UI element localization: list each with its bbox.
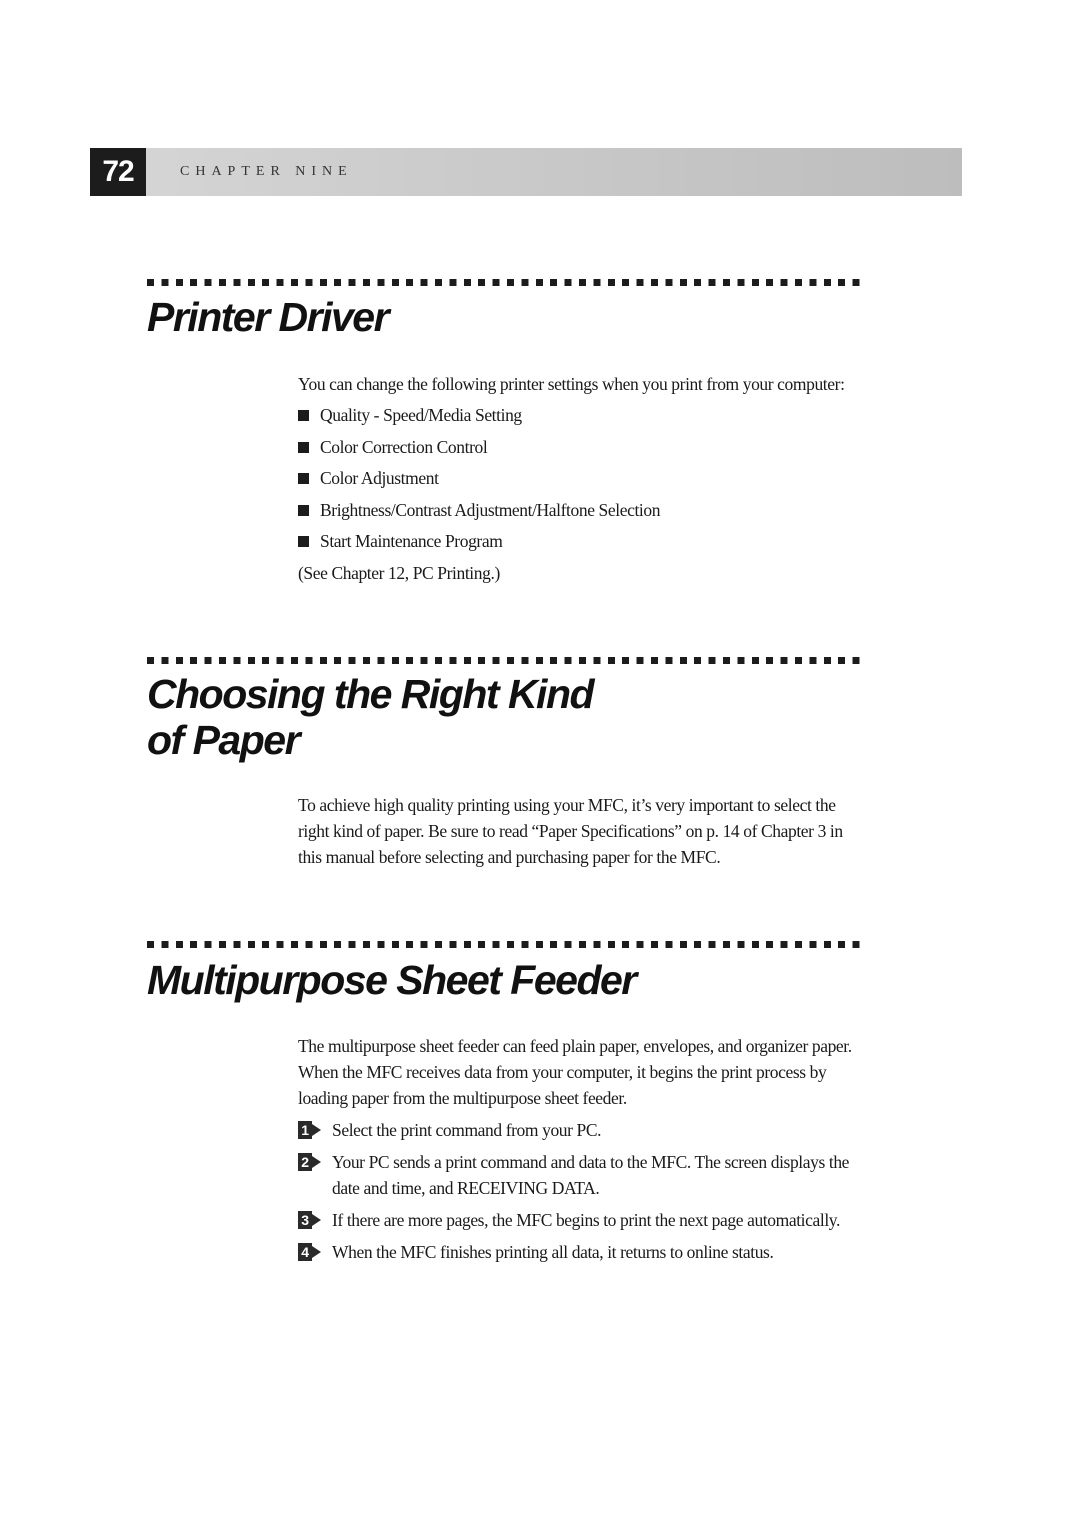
bullet-icon (298, 473, 309, 484)
list-item-label: Brightness/Contrast Adjustment/Halftone Selection (320, 499, 661, 520)
section-title-sheet-feeder: Multipurpose Sheet Feeder (147, 957, 636, 1003)
list-item-label: Quality - Speed/Media Setting (320, 405, 522, 425)
step-item (298, 1239, 870, 1265)
step-text: Select the print command from your PC. (332, 1120, 602, 1140)
step-number: 3 (298, 1211, 312, 1229)
step-item (298, 1117, 870, 1143)
list-item-label: Color Adjustment (320, 468, 439, 489)
list-item (298, 400, 660, 432)
bullet-icon (298, 410, 309, 421)
section-title-printer-driver: Printer Driver (147, 294, 389, 340)
section-title-line: of Paper (147, 717, 300, 763)
step-number: 2 (298, 1153, 312, 1171)
bullet-icon (298, 442, 309, 453)
step-number: 1 (298, 1121, 312, 1139)
step-item (298, 1149, 870, 1201)
step-item (298, 1207, 870, 1233)
chapter-label: CHAPTER NINE (180, 164, 353, 179)
list-item-label: Start Maintenance Program (320, 531, 503, 552)
arrow-icon (312, 1214, 321, 1226)
page-number: 72 (90, 148, 146, 196)
sheet-feeder-body: The multipurpose sheet feeder can feed plain paper, envelopes, and organizer paper. When the MFC receives data from your computer, it begins the print process by loading paper from the multipurpose sheet feeder. (298, 1036, 852, 1108)
list-item (298, 495, 660, 527)
step-number: 4 (298, 1243, 312, 1261)
chapter-header (90, 148, 962, 196)
sheet-feeder-steps (298, 1117, 870, 1271)
step-number-icon (298, 1121, 326, 1139)
arrow-icon (312, 1124, 321, 1136)
section-divider (147, 279, 867, 286)
step-text: Your PC sends a print command and data to the MFC. The screen displays the date and time, and RECEIVING DATA. (332, 1152, 850, 1198)
arrow-icon (312, 1246, 321, 1258)
list-item (298, 463, 660, 495)
list-item-label: Color Correction Control (320, 436, 488, 457)
list-item (298, 432, 660, 464)
step-number-icon (298, 1211, 326, 1229)
step-text: When the MFC finishes printing all data, it returns to online status. (332, 1242, 774, 1262)
bullet-icon (298, 505, 309, 516)
see-chapter-note: (See Chapter 12, PC Printing.) (298, 563, 500, 583)
step-number-icon (298, 1243, 326, 1261)
list-item (298, 526, 660, 558)
section-title-choosing-paper (147, 671, 593, 763)
choosing-paper-body: To achieve high quality printing using your MFC, it’s very important to select the right kind of paper. Be sure to read “Paper Specifications” on p. 14 of Chapter 3 in this manual before selecting and purchasing paper for the MFC. (298, 795, 843, 867)
bullet-icon (298, 536, 309, 547)
step-number-icon (298, 1153, 326, 1171)
section-divider (147, 941, 867, 948)
arrow-icon (312, 1156, 321, 1168)
printer-driver-intro: You can change the following printer settings when you print from your computer: (298, 374, 845, 394)
step-text: If there are more pages, the MFC begins to print the next page automatically. (332, 1210, 840, 1230)
section-divider (147, 657, 867, 664)
section-title-line: Choosing the Right Kind (147, 671, 594, 717)
printer-settings-list (298, 400, 660, 558)
